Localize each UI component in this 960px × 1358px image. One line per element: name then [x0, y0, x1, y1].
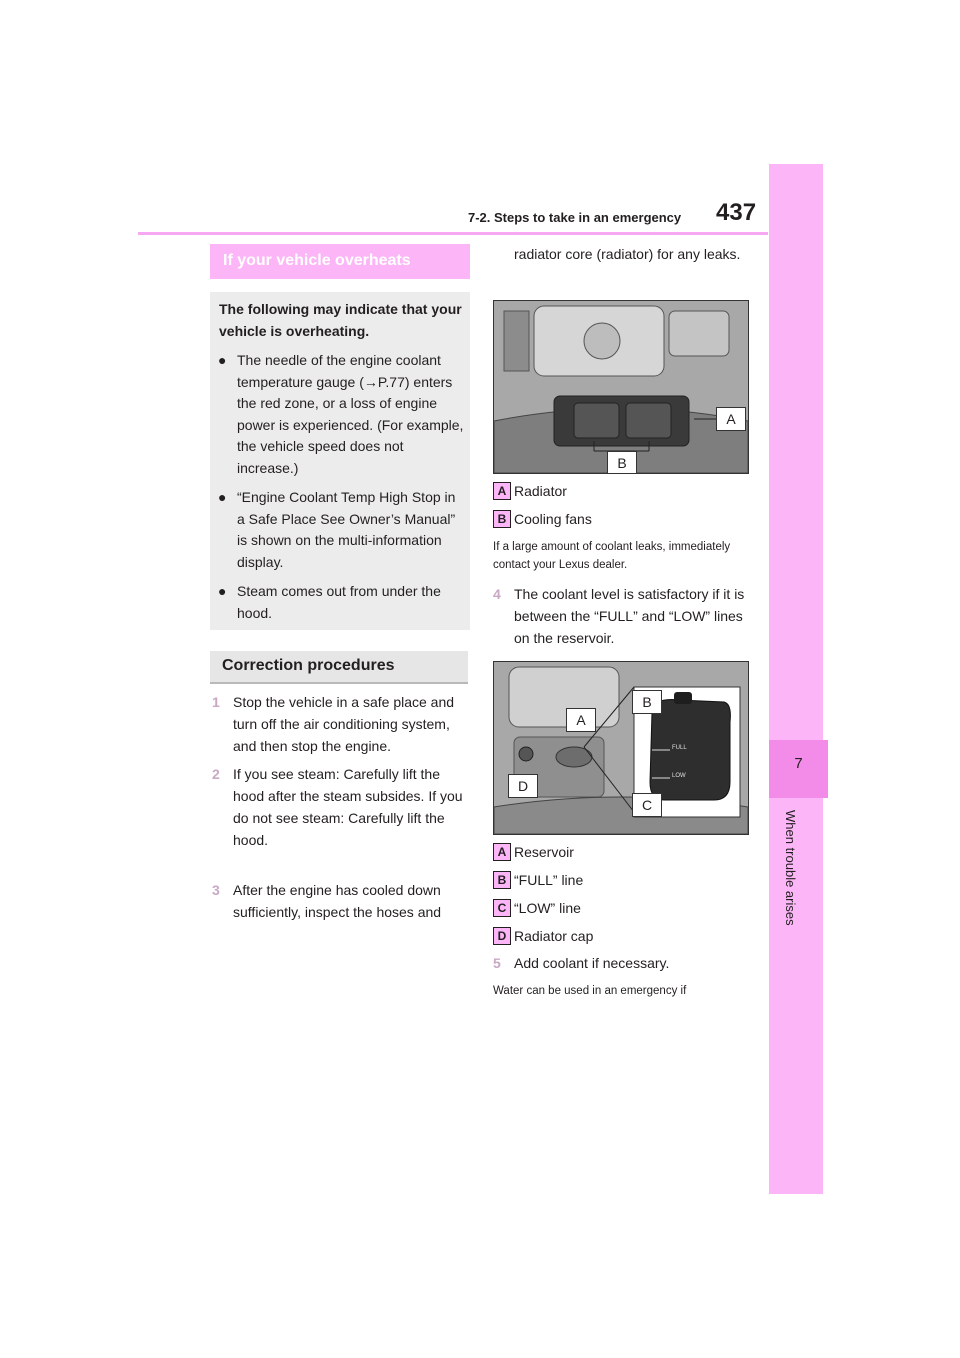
legend-text: Radiator cap: [514, 928, 594, 944]
legend-text: “FULL” line: [514, 872, 584, 888]
chapter-number: 7: [794, 755, 803, 772]
step-text: The coolant level is satisfactory if it is between the “FULL” and “LOW” lines on the reservoir.: [514, 586, 745, 646]
step-number: 3: [212, 882, 220, 898]
legend-text: “LOW” line: [514, 900, 581, 916]
figure2-callout-d: D: [508, 774, 538, 798]
legend-text: Cooling fans: [514, 511, 592, 527]
correction-heading-text: Correction procedures: [222, 657, 395, 674]
legend-key: A: [493, 843, 511, 861]
legend-key: B: [493, 510, 511, 528]
step3-continued: radiator core (radiator) for any leaks.: [514, 246, 741, 262]
legend-key: C: [493, 899, 511, 917]
engine-radiator-illustration: [493, 300, 749, 474]
legend-key: A: [493, 482, 511, 500]
step-number: 4: [493, 586, 501, 602]
section-title: 7-2. Steps to take in an emergency: [468, 210, 682, 225]
step-text: If you see steam: Carefully lift the hood after the steam subsides. If you do not see steam: Carefully lift the hood.: [233, 766, 463, 848]
step-text: After the engine has cooled down sufficiently, inspect the hoses and: [233, 882, 442, 920]
step-text: Stop the vehicle in a safe place and turn off the air conditioning system, and then stop the engine.: [233, 694, 455, 754]
figure1-callout-a: A: [716, 407, 746, 431]
figure2-callout-b: B: [632, 690, 662, 714]
step-number: 1: [212, 694, 220, 710]
figure2-callout-a: A: [566, 708, 596, 732]
header-rule: [138, 232, 768, 235]
bullet-dot-icon: ●: [218, 583, 227, 599]
figure1-callout-b: B: [607, 451, 637, 474]
correction-heading: [210, 651, 468, 684]
bullet-dot-icon: ●: [218, 352, 227, 368]
step-number: 5: [493, 955, 501, 971]
reservoir-full-mark: FULL: [672, 745, 687, 751]
overheat-heading-text: If your vehicle overheats: [223, 252, 411, 269]
coolant-reservoir-drawing: [494, 662, 748, 834]
overheat-intro: The following may indicate that your vehicle is overheating.: [219, 301, 462, 339]
reservoir-low-mark: LOW: [672, 773, 686, 779]
overheat-bullet-text: “Engine Coolant Temp High Stop in a Safe Place See Owner’s Manual” is shown on the multi-information display.: [237, 489, 456, 570]
legend-text: Reservoir: [514, 844, 574, 860]
step-number: 2: [212, 766, 220, 782]
overheat-bullet-text: The needle of the engine coolant temperature gauge (→P.77) enters the red zone, or a loss of engine power is experienced. (For example, the vehicle speed does not increase.): [237, 352, 464, 476]
chapter-label: When trouble arises: [783, 810, 798, 926]
coolant-leak-note: If a large amount of coolant leaks, immediately contact your Lexus dealer.: [493, 541, 731, 571]
overheat-bullet-text: Steam comes out from under the hood.: [237, 583, 441, 621]
figure2-callout-c: C: [632, 793, 662, 817]
chapter-tab-strip: [769, 164, 823, 1194]
step-text: Add coolant if necessary.: [514, 955, 670, 971]
water-emergency-note: Water can be used in an emergency if: [493, 985, 687, 997]
coolant-reservoir-illustration: [493, 661, 749, 835]
engine-radiator-drawing: [494, 301, 748, 473]
overheat-heading: [210, 244, 470, 279]
legend-text: Radiator: [514, 483, 567, 499]
legend-key: D: [493, 927, 511, 945]
page-number: 437: [716, 199, 757, 226]
bullet-dot-icon: ●: [218, 489, 227, 505]
legend-key: B: [493, 871, 511, 889]
